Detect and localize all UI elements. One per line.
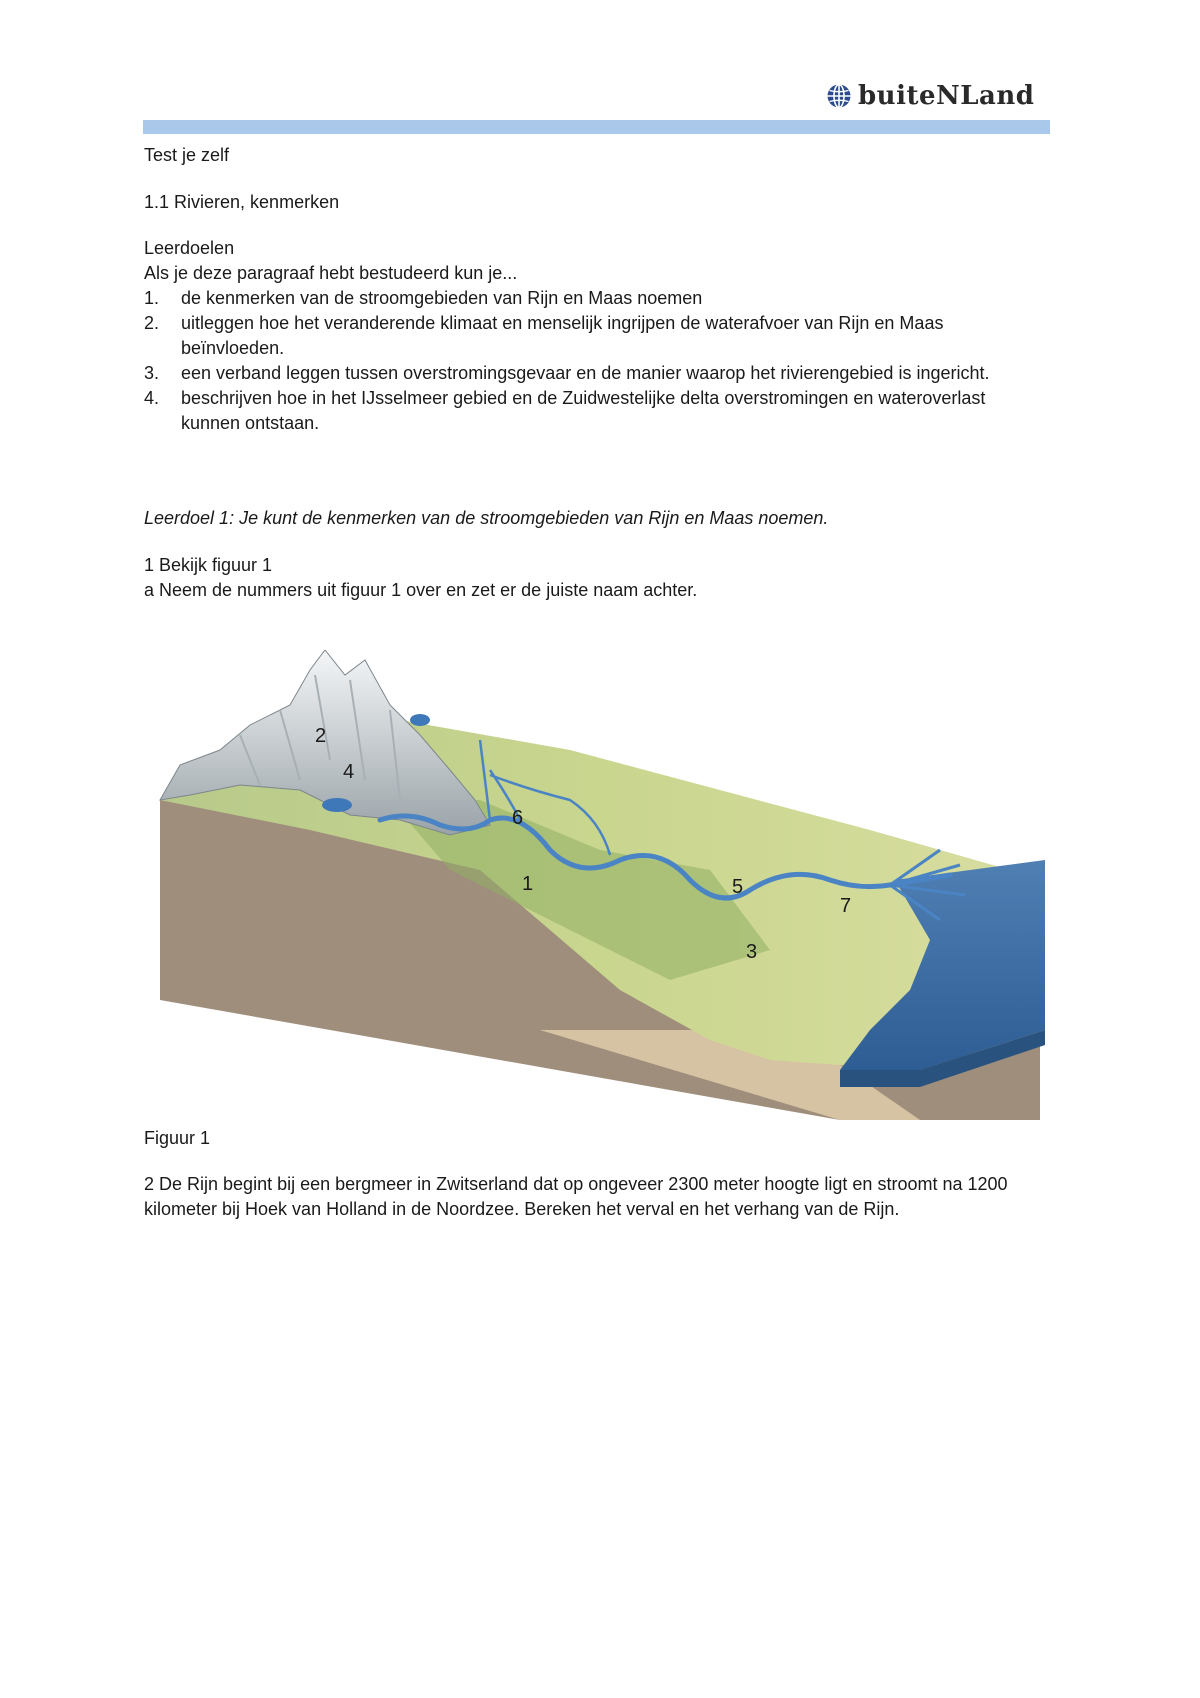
- page-title: Test je zelf: [144, 145, 230, 165]
- question-1-line-2: a Neem de nummers uit figuur 1 over en zet er de juiste naam achter.: [144, 580, 698, 600]
- goals-intro: Als je deze paragraaf hebt bestudeerd kun je...: [144, 263, 518, 283]
- figure-label: 5: [732, 876, 744, 898]
- goal-item: [144, 311, 1049, 361]
- learning-goal-1: Leerdoel 1: Je kunt de kenmerken van de stroomgebieden van Rijn en Maas noemen.: [144, 508, 829, 528]
- figure-label: 3: [746, 941, 758, 963]
- figure-label: 6: [512, 807, 524, 829]
- figure-label: 1: [522, 873, 534, 895]
- figure-label: 7: [840, 895, 852, 917]
- section-title: 1.1 Rivieren, kenmerken: [144, 192, 340, 212]
- brand-logo: [826, 80, 1035, 112]
- goal-number: 3.: [144, 363, 160, 383]
- question-1-line-1: 1 Bekijk figuur 1: [144, 555, 273, 575]
- figure-label: 2: [315, 725, 327, 747]
- goal-item: [144, 361, 1049, 386]
- question-1: [144, 553, 1049, 603]
- goals-list: [144, 286, 1049, 436]
- goal-text: beschrijven hoe in het IJsselmeer gebied en de Zuidwestelijke delta overstromingen en wateroverlast kunnen ontstaan.: [181, 388, 986, 433]
- goal-number: 2.: [144, 313, 160, 333]
- goal-item: [144, 386, 1049, 436]
- figure-caption: Figuur 1: [144, 1128, 211, 1148]
- mountain-lake: [322, 798, 352, 812]
- learning-goals: [144, 236, 1049, 436]
- brand-name: buiteNLand: [858, 81, 1035, 111]
- goal-number: 4.: [144, 388, 160, 408]
- figure-label: 4: [343, 761, 355, 783]
- globe-icon: [826, 83, 852, 109]
- goals-heading: Leerdoelen: [144, 238, 235, 258]
- goal-text: de kenmerken van de stroomgebieden van Rijn en Maas noemen: [181, 288, 703, 308]
- header-bar: [143, 120, 1050, 134]
- mountain-lake: [410, 714, 430, 726]
- river-landscape-figure: [150, 650, 1050, 1130]
- question-2: 2 De Rijn begint bij een bergmeer in Zwitserland dat op ongeveer 2300 meter hoogte ligt en stroomt na 1200 kilometer bij Hoek van Holland in de Noordzee. Bereken het verval en het verhang van de Rijn.: [144, 1174, 1008, 1219]
- goal-number: 1.: [144, 288, 160, 308]
- goal-item: [144, 286, 1049, 311]
- goal-text: uitleggen hoe het veranderende klimaat en menselijk ingrijpen de waterafvoer van Rijn en Maas beïnvloeden.: [181, 313, 944, 358]
- goal-text: een verband leggen tussen overstromingsgevaar en de manier waarop het rivierengebied is ingericht.: [181, 363, 990, 383]
